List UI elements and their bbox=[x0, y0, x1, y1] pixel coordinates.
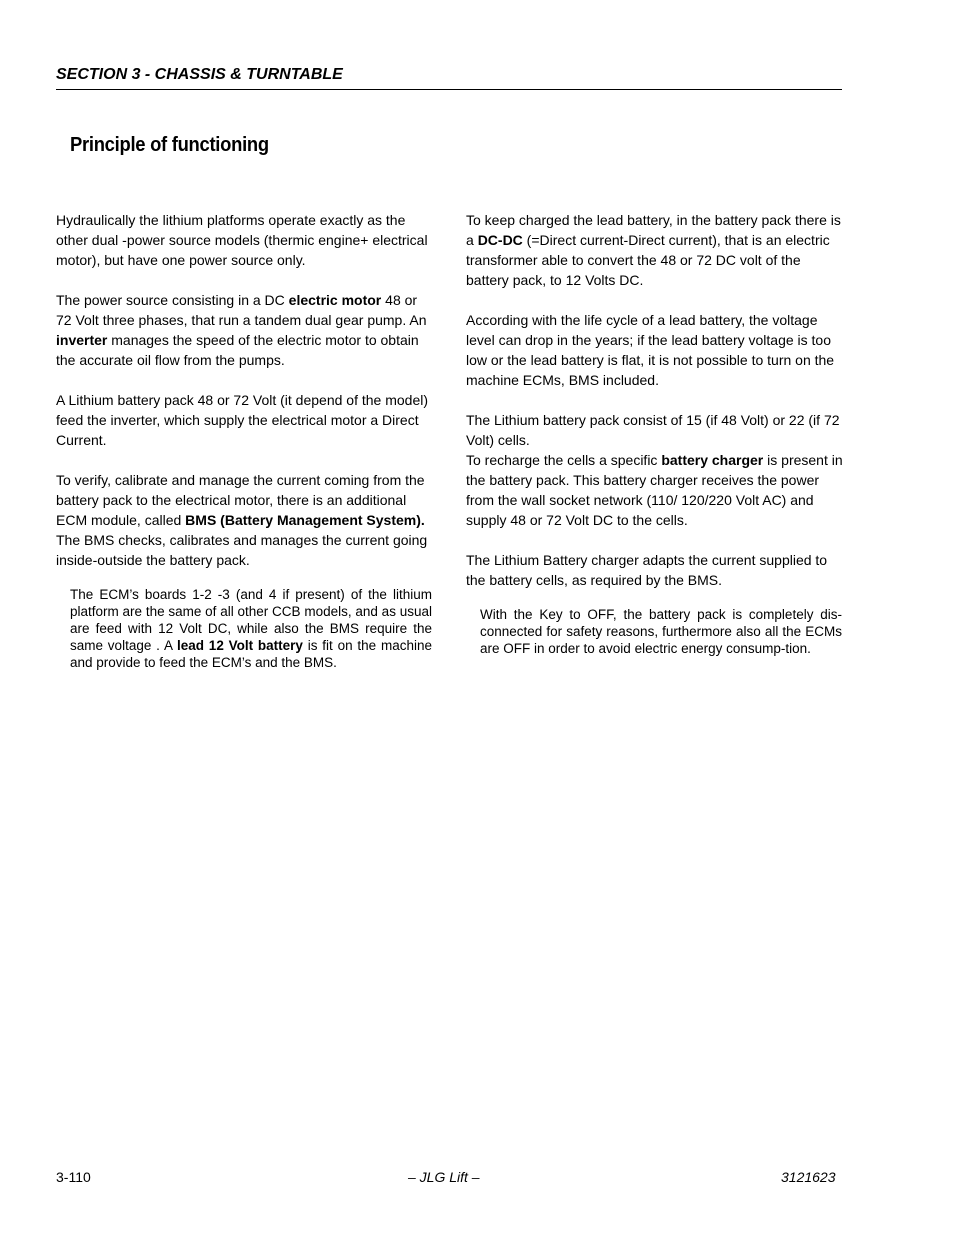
left-column bbox=[56, 210, 434, 671]
text: 48 or 72 Volt three phases, that run a tandem dual gear pump. An bbox=[56, 292, 427, 328]
paragraph-lead-battery-life: According with the life cycle of a lead battery, the voltage level can drop in the years; if the lead battery voltage is too low or the lead battery is flat, it is not possible to turn on the machine ECMs, BMS included. bbox=[466, 312, 835, 388]
text: is fit on the machine and provide to feed the ECM’s and the BMS. bbox=[70, 638, 432, 670]
paragraph-bms bbox=[56, 470, 434, 570]
text: To recharge the cells a specific bbox=[466, 452, 662, 468]
right-column bbox=[466, 210, 844, 657]
paragraph-battery-pack: A Lithium battery pack 48 or 72 Volt (it depend of the model) feed the inverter, which supply the electrical motor a Direct Current. bbox=[56, 392, 428, 448]
text: manages the speed of the electric motor to obtain the accurate oil flow from the pumps. bbox=[56, 332, 419, 368]
footer-brand: – JLG Lift – bbox=[408, 1169, 480, 1185]
bold-term-electric-motor: electric motor bbox=[288, 292, 382, 308]
paragraph-hydraulics: Hydraulically the lithium platforms operate exactly as the other dual -power source models (thermic engine+ electrical motor), but have one power source only. bbox=[56, 212, 428, 268]
text: is present in the battery pack. This battery charger receives the power from the wall socket network (110/ 120/220 Volt AC) and supply 48 or 72 Volt DC to the cells. bbox=[466, 452, 843, 528]
text: (=Direct current-Direct current), that is an electric transformer able to convert the 48 or 72 DC volt of the battery pack, to 12 Volts DC. bbox=[466, 232, 830, 288]
text: The ECM’s boards 1-2 -3 (and 4 if present) of the lithium platform are the same of all other CCB models, and as usual are feed with 12 Volt DC, while also the BMS require the same voltage . A bbox=[70, 587, 432, 653]
paragraph-dc-dc bbox=[466, 210, 844, 290]
bold-term-inverter: inverter bbox=[56, 332, 108, 348]
header-divider bbox=[56, 89, 842, 90]
document-number: 3121623 bbox=[781, 1169, 836, 1185]
bold-term-dc-dc: DC-DC bbox=[477, 232, 523, 248]
text: The BMS checks, calibrates and manages the current going inside-outside the battery pack. bbox=[56, 532, 428, 568]
paragraph-power-source bbox=[56, 290, 434, 370]
note-ecm-boards bbox=[70, 586, 432, 671]
text: The power source consisting in a DC bbox=[56, 292, 289, 308]
paragraph-charger-adapts: The Lithium Battery charger adapts the current supplied to the battery cells, as required by the BMS. bbox=[466, 552, 828, 588]
bold-term-bms: BMS (Battery Management System). bbox=[185, 512, 425, 528]
paragraph-cells: The Lithium battery pack consist of 15 (if 48 Volt) or 22 (if 72 Volt) cells. bbox=[466, 412, 840, 448]
page-title: Principle of functioning bbox=[70, 134, 269, 156]
note-key-off: With the Key to OFF, the battery pack is completely dis-connected for safety reasons, furthermore also all the ECMs are OFF in order to avoid electric energy consump-tion. bbox=[480, 607, 842, 656]
section-header: SECTION 3 - CHASSIS & TURNTABLE bbox=[56, 66, 343, 83]
paragraph-charger bbox=[466, 450, 844, 530]
bold-term-battery-charger: battery charger bbox=[661, 452, 764, 468]
page-number: 3-110 bbox=[56, 1169, 91, 1185]
bold-term-lead-battery: lead 12 Volt battery bbox=[177, 638, 303, 653]
text: To verify, calibrate and manage the current coming from the battery pack to the electrical motor, there is an additional ECM module, called bbox=[56, 472, 425, 528]
text: To keep charged the lead battery, in the battery pack there is a bbox=[466, 212, 841, 248]
